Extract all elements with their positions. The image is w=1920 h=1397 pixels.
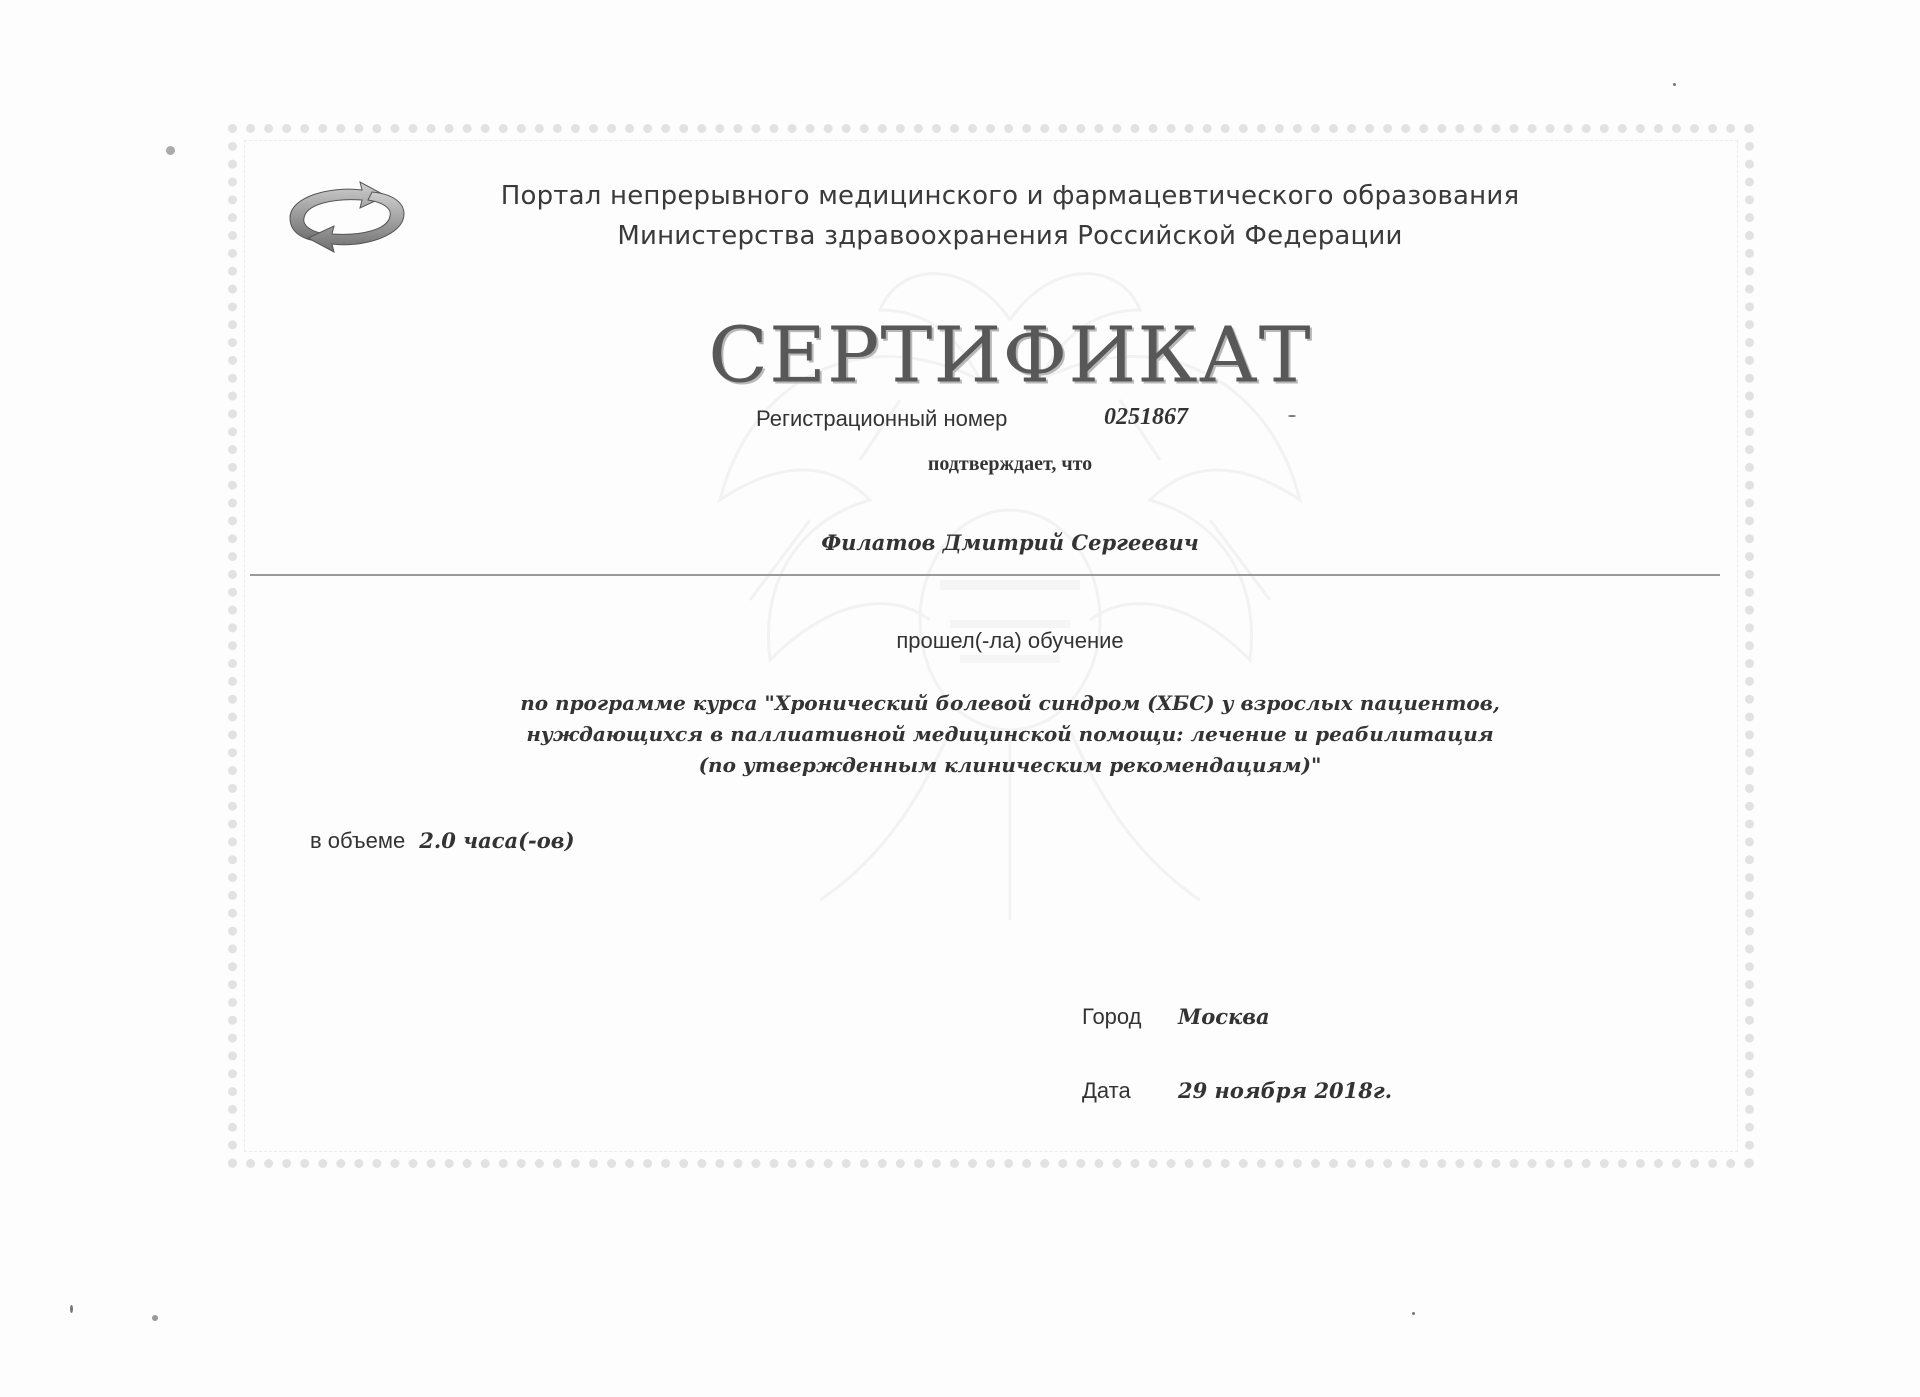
registration-label: Регистрационный номер <box>756 406 1008 431</box>
program-line: нуждающихся в паллиативной медицинской помощи: лечение и реабилитация <box>526 722 1494 746</box>
confirms-text: подтверждает, что <box>927 453 1093 475</box>
scan-speck <box>166 146 175 155</box>
portal-name-line2: Министерства здравоохранения Российской Федерации <box>617 221 1403 251</box>
portal-name-line1: Портал непрерывного медицинского и фармацевтического образования <box>500 181 1520 211</box>
volume-label: в объеме <box>310 828 406 853</box>
scan-speck <box>70 1305 73 1313</box>
circular-arrows-icon <box>282 178 412 256</box>
completed-text: прошел(-ла) обучение <box>896 628 1124 653</box>
city-label: Город <box>1082 1004 1142 1029</box>
date-label: Дата <box>1082 1078 1131 1103</box>
scan-speck <box>1412 1312 1415 1315</box>
scan-speck <box>152 1315 158 1321</box>
scan-speck <box>1288 415 1296 417</box>
program-line: по программе курса "Хронический болевой синдром (ХБС) у взрослых пациентов, <box>520 691 1500 715</box>
name-underline <box>250 574 1720 576</box>
portal-header <box>440 176 1580 256</box>
program-description <box>400 688 1620 781</box>
program-line: (по утвержденным клиническим рекомендациям)" <box>698 753 1322 777</box>
city-value: Москва <box>1178 1004 1270 1029</box>
date-value: 29 ноября 2018г. <box>1178 1078 1393 1103</box>
scan-speck <box>1673 83 1676 86</box>
volume-value: 2.0 часа(-ов) <box>419 828 575 853</box>
registration-number: 0251867 <box>1104 404 1188 430</box>
volume-row <box>310 826 575 856</box>
certificate-title: СЕРТИФИКАТ <box>708 311 1312 401</box>
holder-name: Филатов Дмитрий Сергеевич <box>821 530 1199 555</box>
